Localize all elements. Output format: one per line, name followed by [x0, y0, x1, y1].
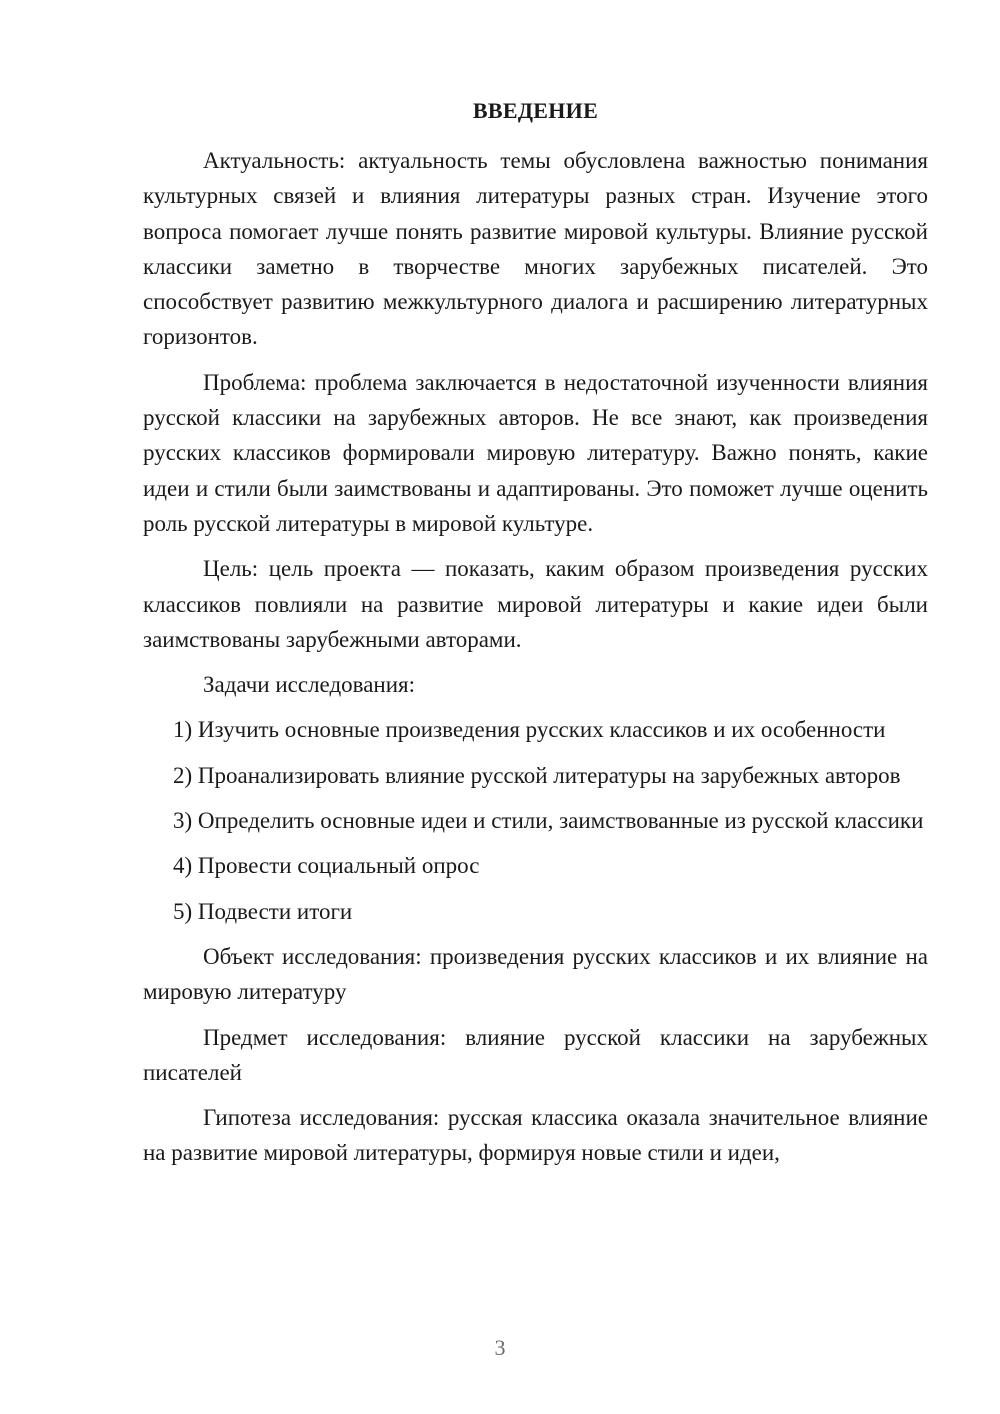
paragraph-hypothesis: Гипотеза исследования: русская классика оказала значительное влияние на развитие мировой литературы, формируя новые стили и идеи, — [143, 1105, 928, 1166]
page-title: ВВЕДЕНИЕ — [472, 98, 599, 123]
task-item-1: 1) Изучить основные произведения русских классиков и их особенности — [173, 717, 886, 743]
document-body — [143, 143, 928, 1181]
task-item-3: 3) Определить основные идеи и стили, заимствованные из русской классики — [173, 808, 924, 834]
task-item-4: 4) Провести социальный опрос — [173, 853, 480, 879]
paragraph-object: Объект исследования: произведения русских классиков и их влияние на мировую литературу — [143, 943, 928, 1005]
paragraph-problem: Проблема: проблема заключается в недостаточной изученности влияния русской классики на зарубежных авторов. Не все знают, как произведения русских классиков формировали мировую литературу. Важно понять, какие идеи и стили были заимствованы и адаптированы. Это поможет лучше оценить роль русской литературы в мировой культуре. — [143, 369, 928, 536]
task-item-2: 2) Проанализировать влияние русской литературы на зарубежных авторов — [173, 762, 901, 788]
paragraph-relevance: Актуальность: актуальность темы обусловлена важностью понимания культурных связей и влияния литературы разных стран. Изучение этого вопроса помогает лучше понять развитие мировой культуры. Влияние русской классики заметно в творчестве многих зарубежных писателей. Это способствует развитию межкультурного диалога и расширению литературных горизонтов. — [143, 148, 928, 350]
task-item-5: 5) Подвести итоги — [173, 898, 353, 924]
page-number: 3 — [494, 1335, 506, 1360]
paragraph-subject: Предмет исследования: влияние русской классики на зарубежных писателей — [143, 1024, 928, 1085]
paragraph-goal: Цель: цель проекта — показать, каким образом произведения русских классиков повлияли на развитие мировой литературы и какие идеи были заимствованы зарубежными авторами. — [143, 556, 928, 652]
paragraph-tasks-heading: Задачи исследования: — [203, 672, 416, 698]
